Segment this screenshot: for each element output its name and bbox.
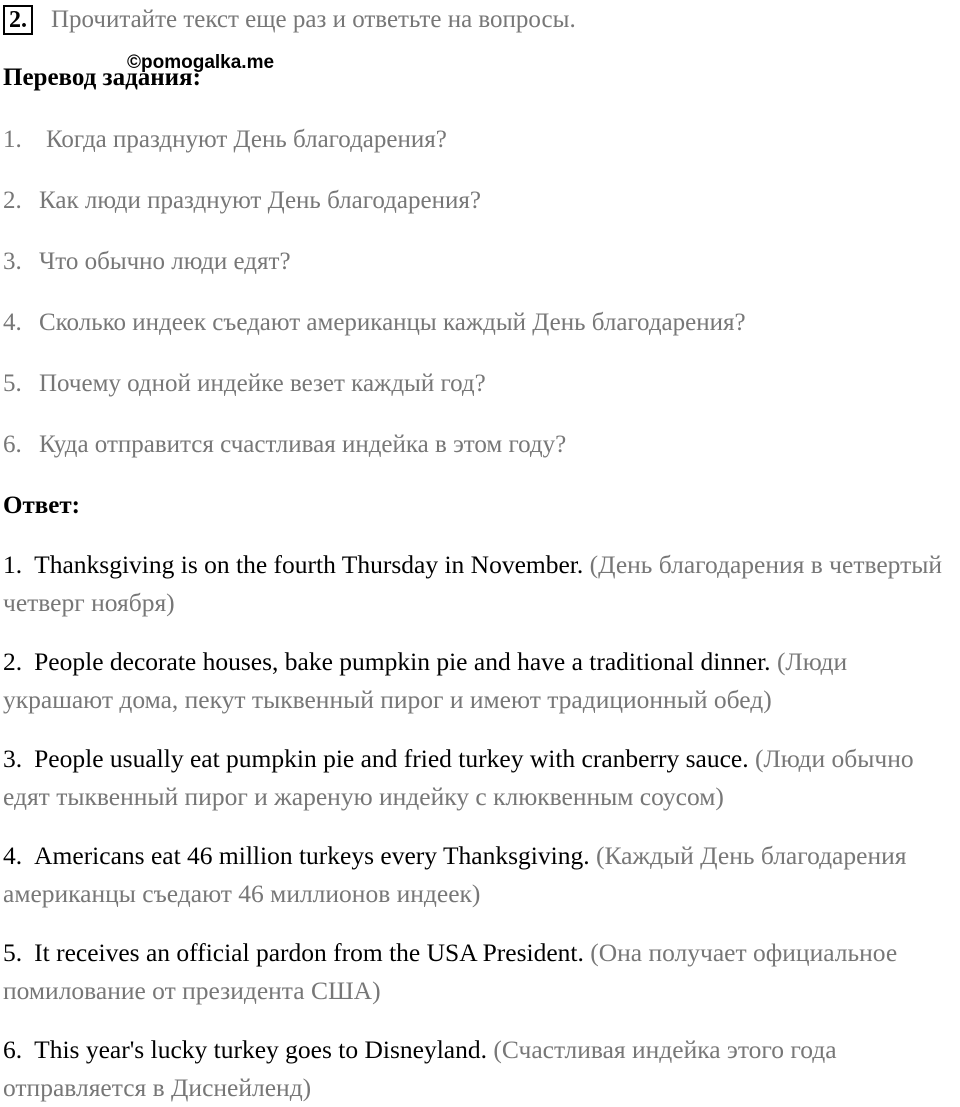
question-text: Как люди празднуют День благодарения? bbox=[39, 187, 481, 214]
task-number-badge: 2. bbox=[3, 5, 33, 35]
answer-item bbox=[3, 837, 953, 913]
answer-number: 1. bbox=[3, 550, 23, 579]
answer-number: 5. bbox=[3, 938, 23, 967]
answer-english: This year's lucky turkey goes to Disneyland. bbox=[34, 1035, 487, 1064]
question-item bbox=[3, 126, 447, 154]
question-item bbox=[3, 248, 291, 276]
question-text: Когда празднуют День благодарения? bbox=[46, 126, 447, 153]
answer-english: It receives an official pardon from the USA President. bbox=[34, 938, 584, 967]
answer-item bbox=[3, 1031, 953, 1107]
question-number: 1. bbox=[3, 126, 22, 153]
answer-item bbox=[3, 740, 953, 816]
question-number: 6. bbox=[3, 431, 22, 458]
question-text: Куда отправится счастливая индейка в этом году? bbox=[39, 431, 567, 458]
answer-english: Thanksgiving is on the fourth Thursday in November. bbox=[34, 550, 584, 579]
question-number: 3. bbox=[3, 248, 22, 275]
question-number: 4. bbox=[3, 309, 22, 336]
answer-item bbox=[3, 934, 953, 1010]
task-header bbox=[3, 4, 576, 36]
answer-english: People usually eat pumpkin pie and fried turkey with cranberry sauce. bbox=[34, 744, 749, 773]
answer-number: 2. bbox=[3, 647, 23, 676]
answer-number: 4. bbox=[3, 841, 23, 870]
answer-number: 6. bbox=[3, 1035, 23, 1064]
answer-item bbox=[3, 643, 953, 719]
question-item bbox=[3, 431, 566, 459]
answer-russian: (Каждый День благодарения американцы съедают 46 миллионов индеек) bbox=[3, 841, 907, 908]
question-item bbox=[3, 187, 481, 215]
question-number: 5. bbox=[3, 370, 22, 397]
answer-english: People decorate houses, bake pumpkin pie and have a traditional dinner. bbox=[34, 647, 771, 676]
answer-russian: (День благодарения в четвертый четверг ноября) bbox=[3, 550, 943, 617]
question-item bbox=[3, 370, 486, 398]
watermark: ©pomogalka.me bbox=[127, 52, 275, 73]
task-instruction: Прочитайте текст еще раз и ответьте на вопросы. bbox=[51, 6, 576, 33]
answer-item bbox=[3, 546, 953, 622]
question-item bbox=[3, 309, 746, 337]
question-text: Сколько индеек съедают американцы каждый День благодарения? bbox=[39, 309, 746, 336]
answer-russian: (Счастливая индейка этого года отправляется в Диснейленд) bbox=[3, 1035, 837, 1102]
answer-heading: Ответ: bbox=[3, 492, 80, 519]
question-text: Что обычно люди едят? bbox=[39, 248, 291, 275]
question-number: 2. bbox=[3, 187, 22, 214]
answer-english: Americans eat 46 million turkeys every Thanksgiving. bbox=[34, 841, 590, 870]
question-text: Почему одной индейке везет каждый год? bbox=[39, 370, 486, 397]
answer-number: 3. bbox=[3, 744, 23, 773]
answer-russian: (Люди обычно едят тыквенный пирог и жареную индейку с клюквенным соусом) bbox=[3, 744, 914, 811]
answer-russian: (Она получает официальное помилование от президента США) bbox=[3, 938, 898, 1005]
answer-russian: (Люди украшают дома, пекут тыквенный пирог и имеют традиционный обед) bbox=[3, 647, 848, 714]
translation-heading: Перевод задания: bbox=[3, 64, 201, 91]
